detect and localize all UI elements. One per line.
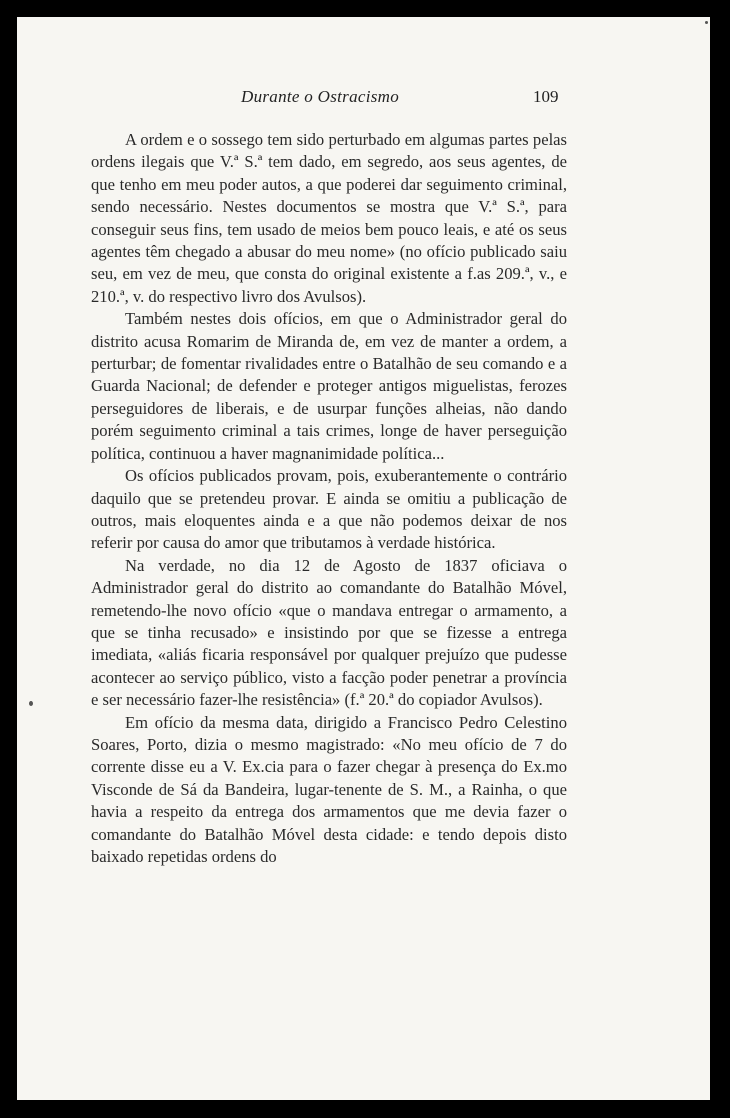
page-number: 109 [533,87,559,106]
body-text [91,129,567,868]
scan-speck [29,701,33,706]
book-page [17,17,710,1100]
paragraph: Os ofícios publicados provam, pois, exuberantemente o contrário daquilo que se pretendeu provar. E ainda se omitiu a publicação de outros, mais eloquentes ainda e a que não podemos deixar de nos referir por causa do amor que tributamos à verdade histórica. [91,466,567,553]
paragraph: A ordem e o sossego tem sido perturbado em algumas partes pelas ordens ilegais que V.ª S.ª tem dado, em segredo, aos seus agentes, de que tenho em meu poder autos, a que poderei dar seguimento criminal, sendo necessário. Nestes documentos se mostra que V.ª S.ª, para conseguir seus fins, tem usado de meios bem pouco leais, e até os seus agentes têm chegado a abusar do meu nome» (no ofício publicado saiu seu, em vez de meu, que consta do original existente a f.as 209.ª, v., e 210.ª, v. do respectivo livro dos Avulsos). [91,130,567,306]
running-title: Durante o Ostracismo [241,87,400,106]
paragraph: Na verdade, no dia 12 de Agosto de 1837 oficiava o Administrador geral do distrito ao comandante do Batalhão Móvel, remetendo-lhe novo ofício «que o mandava entregar o armamento, a que se tinha recusado» e insistindo por que se fizesse a entrega imediata, «aliás ficaria responsável por qualquer prejuízo que pudesse acontecer ao serviço público, visto a facção poder penetrar a província e ser necessário fazer-lhe resistência» (f.ª 20.ª do copiador Avulsos). [91,555,567,710]
paragraph: Em ofício da mesma data, dirigido a Francisco Pedro Celestino Soares, Porto, dizia o mesmo magistrado: «No meu ofício de 7 do corrente disse eu a V. Ex.cia para o fazer chegar à presença do Ex.mo Visconde de Sá da Bandeira, lugar-tenente de S. M., a Rainha, o que havia a respeito da entrega dos armamentos que me devia fazer o comandante do Batalhão Móvel desta cidade: e tendo depois disto baixado repetidas ordens do [91,712,567,866]
paragraph: Também nestes dois ofícios, em que o Administrador geral do distrito acusa Romarim de Miranda de, em vez de manter a ordem, a perturbar; de fomentar rivalidades entre o Batalhão de seu comando e a Guarda Nacional; de defender e proteger antigos miguelistas, ferozes perseguidores de liberais, e de usurpar funções alheias, não dando porém seguimento criminal a tais crimes, longe de haver perseguição política, continuou a haver magnanimidade política... [91,309,567,463]
scan-speck [705,21,708,24]
page-header [17,87,710,111]
